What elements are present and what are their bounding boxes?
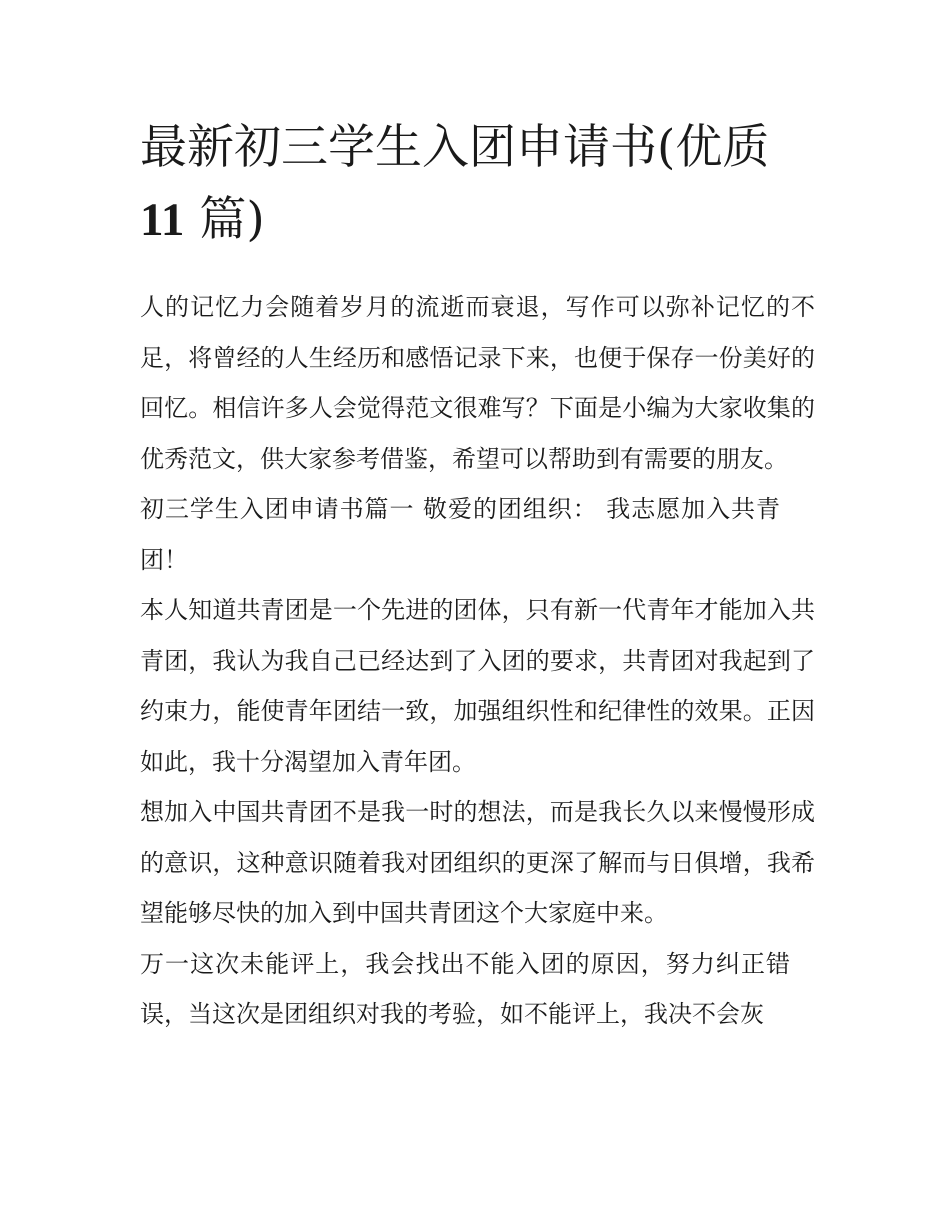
paragraph-body-3: 万一这次未能评上，我会找出不能入团的原因，努力纠正错误，当这次是团组织对我的考验，如不能评上，我决不会灰 — [140, 949, 790, 1028]
paragraph-body-1: 本人知道共青团是一个先进的团体，只有新一代青年才能加入共青团，我认为我自己已经达到了入团的要求，共青团对我起到了约束力，能使青年团结一致，加强组织性和纪律性的效果。正因如此，我十分渴望加入青年团。 — [140, 596, 815, 776]
document-title — [140, 112, 815, 256]
title-number: 11 — [140, 194, 185, 246]
document-body — [140, 282, 815, 1040]
paragraph-intro: 人的记忆力会随着岁月的流逝而衰退，写作可以弥补记忆的不足，将曾经的人生经历和感悟记录下来，也便于保存一份美好的回忆。相信许多人会觉得范文很难写？下面是小编为大家收集的优秀范文，供大家参考借鉴，希望可以帮助到有需要的朋友。 — [140, 293, 815, 473]
paragraph-salutation: 初三学生入团申请书篇一 敬爱的团组织： 我志愿加入共青团！ — [140, 495, 780, 574]
title-line-2: 篇) — [199, 192, 265, 247]
paragraph-body-2: 想加入中国共青团不是我一时的想法，而是我长久以来慢慢形成的意识，这种意识随着我对团组织的更深了解而与日俱增，我希望能够尽快的加入到中国共青团这个大家庭中来。 — [140, 798, 815, 927]
title-line-1: 最新初三学生入团申请书(优质 — [140, 120, 770, 175]
document-page — [140, 112, 815, 1040]
